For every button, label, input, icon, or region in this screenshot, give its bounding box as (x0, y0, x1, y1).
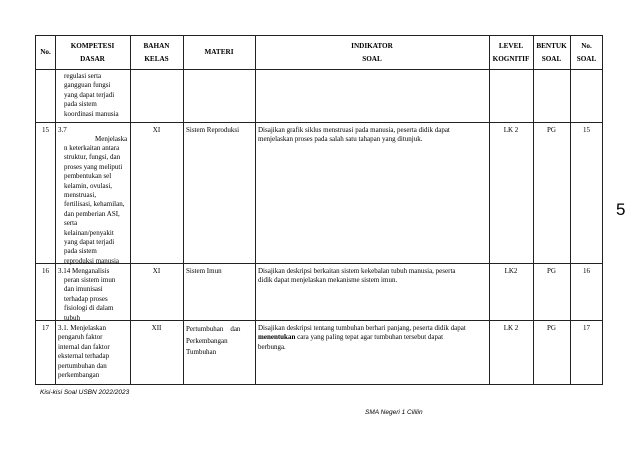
materi (186, 324, 254, 359)
kelas: XII (151, 324, 162, 332)
header-materi: MATERI (204, 48, 234, 56)
materi-line: Pertumbuhan dan (186, 325, 241, 333)
kd-text: pengaruh faktor internal dan faktor eksternal terhadap pertumbuhan dan perkembangan (58, 333, 110, 380)
materi: Sistem Imun (186, 267, 222, 275)
header-kompetensi-dasar: KOMPETESI DASAR (70, 41, 115, 63)
indikator-keyword: menentukan (258, 333, 296, 342)
level-kognitif: LK 2 (503, 126, 519, 134)
kd-number: 3.14 Menganalisis (58, 267, 110, 275)
indikator-text: Disajikan deskripsi berkaitan sistem kekebalan tubuh manusia, peserta didik dapat menjelaskan mekanisme sistem imun. (258, 267, 456, 285)
bentuk-soal: PG (547, 267, 556, 275)
bentuk-soal: PG (547, 324, 556, 332)
kd-first-word: Menjelaska (95, 135, 128, 143)
header-bahan-kelas: BAHAN KELAS (143, 41, 170, 63)
kd-number: 3.7 (58, 126, 67, 134)
materi: Sistem Reproduksi (186, 126, 240, 134)
level-kognitif: LK2 (504, 267, 518, 275)
row-number: 15 (42, 126, 49, 134)
header-no: No. (40, 48, 51, 56)
no-soal: 16 (583, 267, 590, 275)
row-divider (36, 122, 602, 123)
kd-continuation: regulasi serta gangguan fungsi yang dapat terjadi pada sistem koordinasi manusia (64, 72, 119, 118)
col-divider (55, 36, 56, 384)
level-kognitif: LK 2 (503, 324, 519, 332)
kd-number: 3.1. Menjelaskan (58, 324, 107, 332)
row-number: 16 (42, 267, 49, 275)
header-level-kognitif: LEVEL KOGNITIF (492, 41, 530, 63)
materi-line: Tumbuhan (186, 348, 217, 356)
header-no-soal: No. SOAL (576, 41, 597, 63)
materi-line: Perkembangan (186, 336, 228, 345)
footer-document-title: Kisi-kisi Soal USBN 2022/2023 (40, 389, 130, 396)
indikator-text: Disajikan deskripsi tentang tumbuhan berhari panjang, peserta didik dapat menentukan cara yang paling tepat agar tumbuhan tersebut dapat berbunga. (258, 324, 466, 351)
header-indikator-soal: INDIKATOR SOAL (351, 41, 393, 63)
kd-text: peran sistem imun dan imunisasi terhadap proses fisiologi di dalam tubuh (64, 276, 116, 322)
kelas: XI (152, 267, 161, 275)
row-divider (36, 69, 602, 70)
col-divider (183, 36, 184, 384)
row-number: 17 (42, 324, 49, 332)
header-bentuk-soal: BENTUK SOAL (536, 41, 567, 63)
no-soal: 15 (583, 126, 590, 134)
indikator-text: Disajikan grafik siklus menstruasi pada manusia, peserta didik dapat menjelaskan proses pada salah satu tahapan yang ditunjuk. (258, 126, 450, 144)
kelas: XI (152, 126, 161, 134)
kd-text: n keterkaitan antara struktur, fungsi, dan proses yang meliputi pembentukan sel kelamin, ovulasi, menstruasi, fertilisasi, kehamilan, dan pemberian ASI, serta kelainan/penyakit yang dapat terjadi pada sistem reproduksi manusia (64, 144, 125, 265)
col-divider (255, 36, 256, 384)
page-number: 5 (616, 200, 626, 219)
footer-school-name: SMA Negeri 1 Cililin (365, 409, 423, 416)
kisi-kisi-table (35, 35, 603, 385)
bentuk-soal: PG (547, 126, 556, 134)
no-soal: 17 (583, 324, 590, 332)
